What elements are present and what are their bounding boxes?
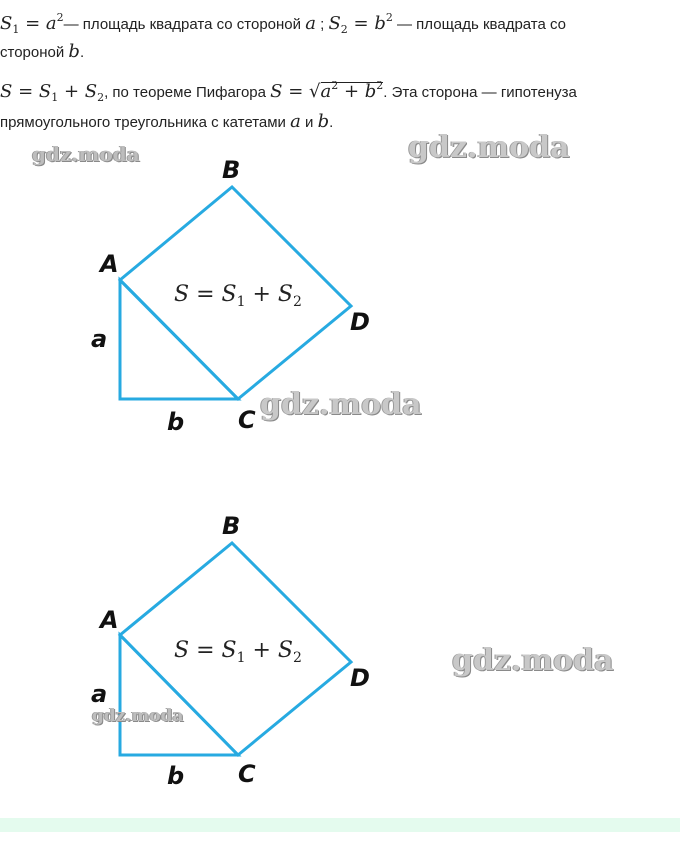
vertex-label-B: B bbox=[222, 156, 241, 184]
math-b: b bbox=[68, 41, 80, 62]
text-fragment: — площадь квадрата со стороной bbox=[63, 16, 306, 33]
vertex-label-C: C bbox=[238, 760, 256, 788]
side-label-a: a bbox=[91, 325, 108, 353]
vertex-label-C: C bbox=[238, 406, 256, 434]
vertex-label-D: D bbox=[350, 664, 370, 692]
math-a: a bbox=[45, 13, 57, 34]
watermark-logo: gdz.moda bbox=[452, 643, 614, 678]
math-S2: S bbox=[84, 81, 98, 102]
side-label-a: a bbox=[91, 680, 108, 708]
vertex-label-A: A bbox=[100, 606, 119, 634]
math-sub: 1 bbox=[12, 23, 20, 36]
vertex-label-B: B bbox=[222, 512, 241, 540]
math-sub: 2 bbox=[340, 23, 348, 36]
math-plus: + bbox=[58, 81, 85, 102]
math-S: S bbox=[0, 81, 13, 102]
math-sub: 1 bbox=[51, 91, 59, 104]
footer-bar bbox=[0, 818, 680, 832]
side-label-b: b bbox=[167, 408, 185, 436]
math-sup: 2 bbox=[376, 79, 384, 92]
math-eq: = bbox=[12, 81, 39, 102]
watermark-logo: gdz.moda bbox=[260, 387, 422, 422]
math-a: a bbox=[320, 81, 332, 102]
watermark-logo: gdz.moda bbox=[408, 130, 570, 165]
math-sup: 2 bbox=[331, 79, 339, 92]
math-b: b bbox=[364, 81, 377, 102]
text-fragment: стороной bbox=[0, 44, 69, 61]
math-b: b bbox=[317, 111, 330, 132]
text-fragment: , по теореме Пифагора bbox=[104, 84, 271, 101]
text-fragment: ; bbox=[315, 16, 329, 33]
sqrt-sign: √ bbox=[309, 81, 321, 102]
side-label-b: b bbox=[167, 762, 185, 790]
text-fragment: — площадь квадрата со bbox=[392, 16, 567, 33]
math-eq: = bbox=[282, 81, 310, 102]
math-plus: + bbox=[338, 81, 365, 102]
text-fragment: и bbox=[300, 114, 318, 131]
text-fragment: . bbox=[329, 114, 334, 131]
math-S2: S bbox=[328, 13, 341, 34]
watermark-logo: gdz.moda bbox=[92, 706, 184, 726]
math-sup: 2 bbox=[56, 11, 64, 24]
math-a: a bbox=[305, 13, 316, 34]
math-eq: = bbox=[19, 13, 46, 34]
math-sub: 2 bbox=[97, 91, 105, 104]
math-a: a bbox=[290, 111, 301, 132]
area-formula: S = S1 + S2 bbox=[174, 282, 302, 310]
math-S: S bbox=[270, 81, 283, 102]
math-sup: 2 bbox=[385, 11, 393, 24]
text-fragment: . Эта сторона — гипотенуза bbox=[383, 84, 577, 101]
text-fragment: . bbox=[79, 44, 85, 61]
vertex-label-D: D bbox=[350, 308, 370, 336]
area-formula: S = S1 + S2 bbox=[174, 638, 302, 666]
math-S1: S bbox=[0, 13, 13, 34]
vertex-label-A: A bbox=[100, 250, 119, 278]
text-fragment: прямоугольного треугольника с катетами bbox=[0, 114, 291, 131]
watermark-logo: gdz.moda bbox=[32, 142, 140, 166]
math-eq: = bbox=[347, 13, 375, 34]
math-S1: S bbox=[38, 81, 52, 102]
math-b: b bbox=[374, 13, 386, 34]
